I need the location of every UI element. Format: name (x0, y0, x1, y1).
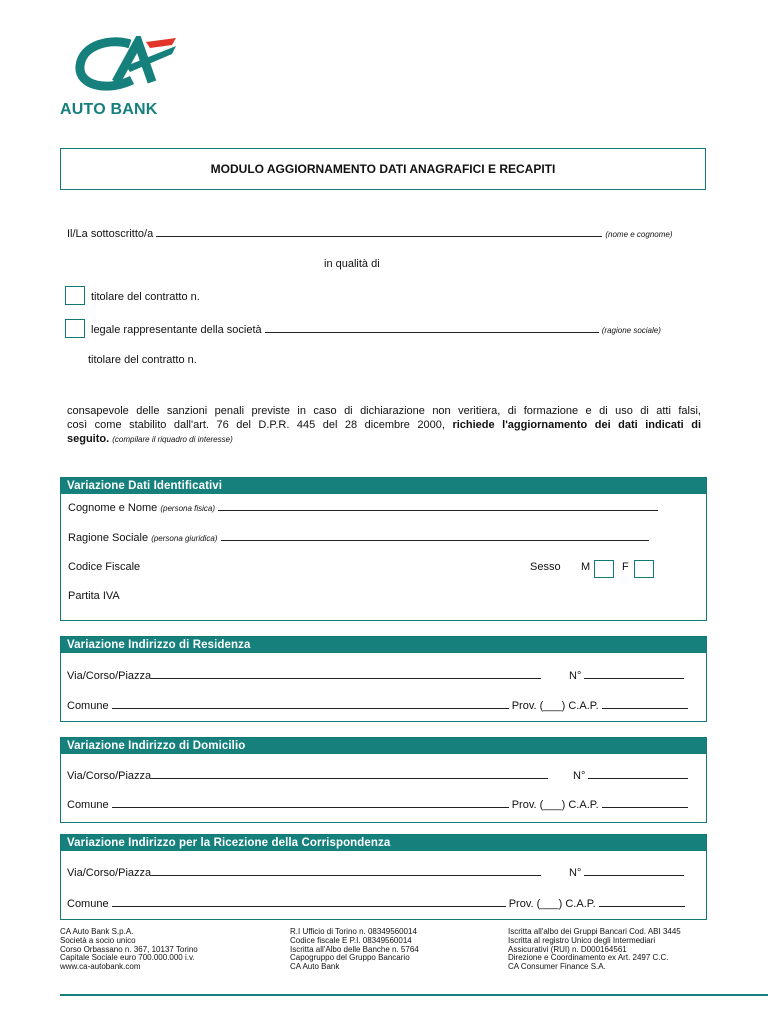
section-header: Variazione Dati Identificativi (61, 478, 706, 494)
domicilio-comune-field[interactable] (112, 797, 509, 808)
residenza-via-label: Via/Corso/Piazza (67, 670, 152, 682)
corr-comune-field[interactable] (112, 896, 506, 907)
cognome-label: Cognome e Nome (68, 502, 158, 514)
declaration-line3: seguito (67, 433, 107, 445)
cognome-field[interactable] (218, 500, 658, 511)
section-header: Variazione Indirizzo di Residenza (61, 637, 706, 653)
titolare-label: titolare del contratto n. (91, 291, 200, 303)
residenza-n-field[interactable] (584, 668, 684, 679)
footer-col-group: Iscritta all'albo dei Gruppi Bancari Cod. ABI 3445 Iscritta al registro Unico degli Intermediari Assicurativi (RUI) n. D000164561 Direzione e Coordinamento ex Art. 2497 C.C. CA Consumer Finance S.A. (508, 927, 681, 972)
footer-col-company: CA Auto Bank S.p.A. Società a socio unico Corso Orbassano n. 367, 10137 Torino Capitale Sociale euro 700.000.000 i.v. www.ca-autobank.com (60, 927, 198, 972)
logo-text: AUTO BANK (60, 101, 158, 118)
corr-via-field[interactable] (151, 865, 541, 876)
title-box (60, 148, 706, 190)
declaration-line2a: così come stabilito dall'art. 76 del D.P.R. 445 del 28 dicembre 2000, (67, 419, 445, 431)
ragione-sociale-hint: (ragione sociale) (601, 326, 661, 335)
codice-fiscale-label: Codice Fiscale (68, 561, 141, 573)
section-header: Variazione Indirizzo di Domicilio (61, 738, 706, 754)
declaration: consapevole delle sanzioni penali previste in caso di dichiarazione non veritiera, di formazione e di uso di atti falsi, così come stabilito dall'art. 76 del D.P.R. 445 del 28 dicembre 2000, richiede l'aggiornamento dei dati indicati di seguito. (compilare il riquadro di interesse) (67, 405, 701, 445)
in-qualita-label: in qualità di (324, 258, 380, 270)
titolare-contratto-sub: titolare del contratto n. (88, 354, 197, 366)
residenza-n-label: N° (569, 670, 582, 682)
section-dati-identificativi (60, 477, 707, 621)
corr-via-label: Via/Corso/Piazza (67, 867, 152, 879)
ragione-field[interactable] (221, 530, 649, 541)
domicilio-via-label: Via/Corso/Piazza (67, 770, 152, 782)
corr-n-label: N° (569, 867, 582, 879)
sesso-f-label: F (622, 561, 629, 573)
declaration-hint: (compilare il riquadro di interesse) (112, 435, 233, 444)
sesso-m-checkbox[interactable] (594, 560, 614, 578)
sesso-f-checkbox[interactable] (634, 560, 654, 578)
ragione-label: Ragione Sociale (68, 532, 149, 544)
ragione-sociale-field[interactable] (265, 322, 599, 333)
sottoscritto-field[interactable] (156, 226, 602, 237)
domicilio-n-label: N° (573, 770, 586, 782)
ragione-hint: (persona giuridica) (151, 534, 218, 543)
corr-n-field[interactable] (584, 865, 684, 876)
domicilio-cap-field[interactable] (602, 797, 688, 808)
footer-col-registry: R.I Ufficio di Torino n. 08349560014 Codice fiscale E P.I. 08349560014 Iscritta all'Albo delle Banche n. 5764 Capogruppo del Gruppo Bancario CA Auto Bank (290, 927, 419, 972)
domicilio-prov-label: Prov. (___) C.A.P. (511, 799, 599, 811)
sesso-label: Sesso (530, 561, 561, 573)
footer-rule (60, 994, 768, 996)
section-header: Variazione Indirizzo per la Ricezione della Corrispondenza (61, 835, 706, 851)
partita-iva-label: Partita IVA (68, 590, 120, 602)
ca-logo-icon (72, 36, 182, 96)
declaration-line2b: richiede l'aggiornamento dei dati indicati di (452, 419, 701, 431)
legale-rapp-checkbox[interactable] (65, 319, 85, 338)
titolare-checkbox[interactable] (65, 286, 85, 305)
declaration-line1: consapevole delle sanzioni penali previste in caso di dichiarazione non veritiera, di formazione e di uso di atti falsi, (67, 405, 701, 417)
corr-comune-label: Comune (67, 898, 109, 910)
sottoscritto-hint: (nome e cognome) (605, 230, 673, 239)
residenza-comune-label: Comune (67, 700, 109, 712)
domicilio-comune-label: Comune (67, 799, 109, 811)
residenza-via-field[interactable] (151, 668, 541, 679)
domicilio-n-field[interactable] (588, 768, 688, 779)
legale-rapp-label: legale rappresentante della società (91, 324, 262, 336)
cognome-hint: (persona fisica) (160, 504, 216, 513)
logo (60, 36, 185, 122)
domicilio-via-field[interactable] (151, 768, 548, 779)
residenza-prov-label: Prov. (___) C.A.P. (511, 700, 599, 712)
corr-prov-label: Prov. (___) C.A.P. (508, 898, 596, 910)
corr-cap-field[interactable] (599, 896, 685, 907)
page-title: MODULO AGGIORNAMENTO DATI ANAGRAFICI E RECAPITI (210, 162, 556, 176)
residenza-comune-field[interactable] (112, 698, 509, 709)
residenza-cap-field[interactable] (602, 698, 688, 709)
sesso-m-label: M (581, 561, 591, 573)
sottoscritto-label: Il/La sottoscritto/a (67, 228, 154, 240)
